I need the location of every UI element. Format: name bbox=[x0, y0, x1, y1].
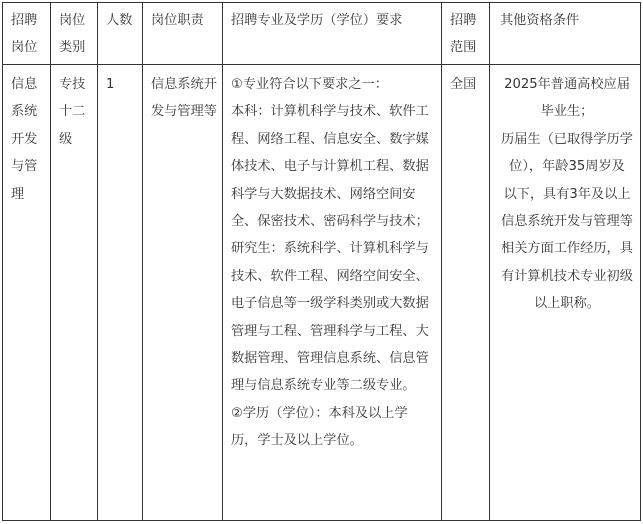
header-post: 招聘 岗位 bbox=[3, 3, 51, 65]
header-category: 岗位 类别 bbox=[51, 3, 98, 65]
recruitment-table bbox=[2, 2, 641, 521]
header-requirements: 招聘专业及学历（学位）要求 bbox=[223, 3, 442, 65]
cell-requirements: ①专业符合以下要求之一： 本科：计算机科学与技术、软件工 程、网络工程、信息安全、数字媒 体技术、电子与计算机工程、数据 科学与大数据技术、网络空间安 全、保密技术、密码科学与技术； 研究生：系统科学、计算机科学与 技术、软件工程、网络空间安全、 电子信息等一级学科类别或大数据 管理与工程、管理科学与工程、大 数据管理、管理信息系统、信息管 理与信息系统专业等二级专业。 ②学历（学位）：本科及以上学 历，学士及以上学位。 bbox=[223, 65, 442, 521]
header-scope: 招聘 范围 bbox=[442, 3, 490, 65]
cell-duty: 信息系统开 发与管理等 bbox=[143, 65, 223, 521]
header-other: 其他资格条件 bbox=[490, 3, 641, 65]
table-header-row bbox=[3, 3, 641, 65]
cell-scope: 全国 bbox=[442, 65, 490, 521]
table-row bbox=[3, 65, 641, 521]
cell-post: 信息 系统 开发 与管 理 bbox=[3, 65, 51, 521]
header-count: 人数 bbox=[98, 3, 143, 65]
cell-count: 1 bbox=[98, 65, 143, 521]
cell-category: 专技 十二 级 bbox=[51, 65, 98, 521]
header-duty: 岗位职责 bbox=[143, 3, 223, 65]
cell-other: 2025年普通高校应届 毕业生； 历届生（已取得学历学 位），年龄35周岁及 以下，具有3年及以上 信息系统开发与管理等 相关方面工作经历，具 有计算机技术专业初级 以上职称。 bbox=[490, 65, 641, 521]
